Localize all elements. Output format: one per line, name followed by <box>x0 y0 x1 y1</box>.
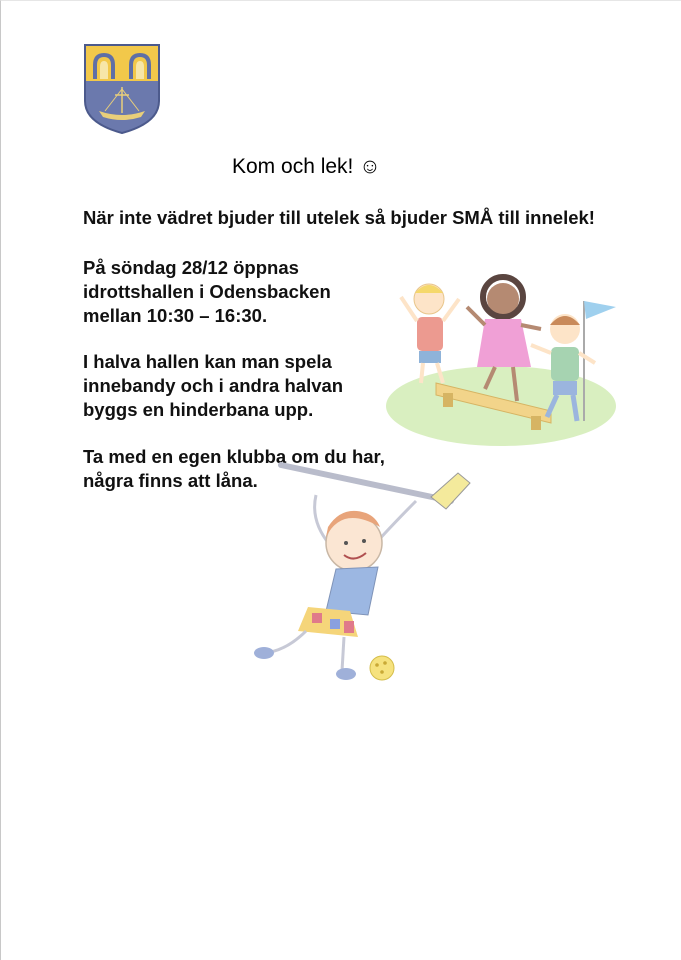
paragraph2-line2: innebandy och i andra halvan <box>83 375 344 396</box>
poster-title: Kom och lek! ☺ <box>232 155 381 178</box>
paragraph2-line3: byggs en hinderbana upp. <box>83 399 314 420</box>
paragraph1-line2: idrottshallen i Odensbacken <box>83 281 331 302</box>
paragraph1-line1: På söndag 28/12 öppnas <box>83 257 299 278</box>
coat-of-arms-icon <box>83 43 161 135</box>
paragraph2-line1: I halva hallen kan man spela <box>83 351 332 372</box>
paragraph3-line1: Ta med en egen klubba om du har, <box>83 446 385 467</box>
boy-with-floorball-stick-illustration <box>246 461 481 691</box>
paragraph3-line2: några finns att låna. <box>83 470 258 491</box>
intro-text: När inte vädret bjuder till utelek så bjuder SMÅ till innelek! <box>83 207 595 228</box>
children-playing-illustration <box>381 271 621 461</box>
paragraph1-line3: mellan 10:30 – 16:30. <box>83 305 268 326</box>
